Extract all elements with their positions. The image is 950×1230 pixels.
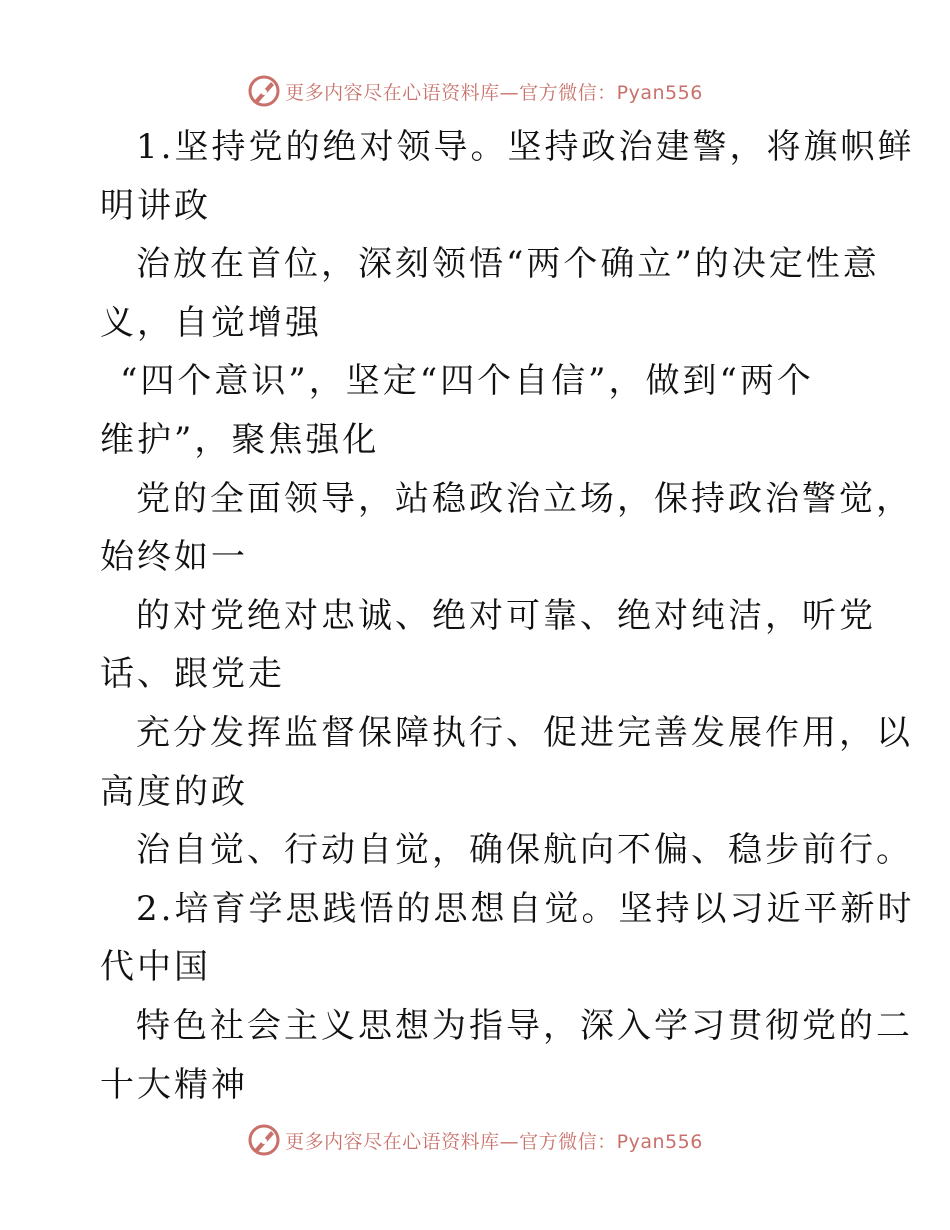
text-line: 明讲政 <box>100 185 211 226</box>
footer-banner <box>0 1122 950 1158</box>
text-line: 十大精神 <box>100 1064 248 1105</box>
text-line: 党的全面领导，站稳政治立场，保持政治警觉， <box>136 478 913 519</box>
document-body <box>100 118 915 1114</box>
text-line: 治放在首位，深刻领悟“两个确立”的决定性意 <box>136 244 880 285</box>
text-line: 代中国 <box>100 947 211 988</box>
text-line: 充分发挥监督保障执行、促进完善发展作用，以 <box>136 712 913 753</box>
text-line: 话、跟党走 <box>100 654 285 695</box>
text-line: 1.坚持党的绝对领导。坚持政治建警，将旗帜鲜 <box>136 127 915 167</box>
header-banner <box>0 73 950 109</box>
text-line: 始终如一 <box>100 537 248 578</box>
text-line: 义，自觉增强 <box>100 302 322 343</box>
text-line: 的对党绝对忠诚、绝对可靠、绝对纯洁，听党 <box>136 595 876 636</box>
text-line: 特色社会主义思想为指导，深入学习贯彻党的二 <box>136 1005 913 1046</box>
header-banner-text: 更多内容尽在心语资料库—官方微信：Pyan556 <box>285 81 703 104</box>
text-line: 维护”，聚焦强化 <box>100 419 380 460</box>
text-line: “四个意识”，坚定“四个自信”，做到“两个 <box>120 361 814 402</box>
pen-circle-logo-icon <box>247 74 281 108</box>
text-line: 高度的政 <box>100 771 248 812</box>
text-line: 2.培育学思践悟的思想自觉。坚持以习近平新时 <box>136 888 915 929</box>
pen-circle-logo-icon <box>247 1123 281 1157</box>
footer-banner-text: 更多内容尽在心语资料库—官方微信：Pyan556 <box>285 1130 703 1153</box>
text-line: 治自觉、行动自觉，确保航向不偏、稳步前行。 <box>136 830 913 871</box>
